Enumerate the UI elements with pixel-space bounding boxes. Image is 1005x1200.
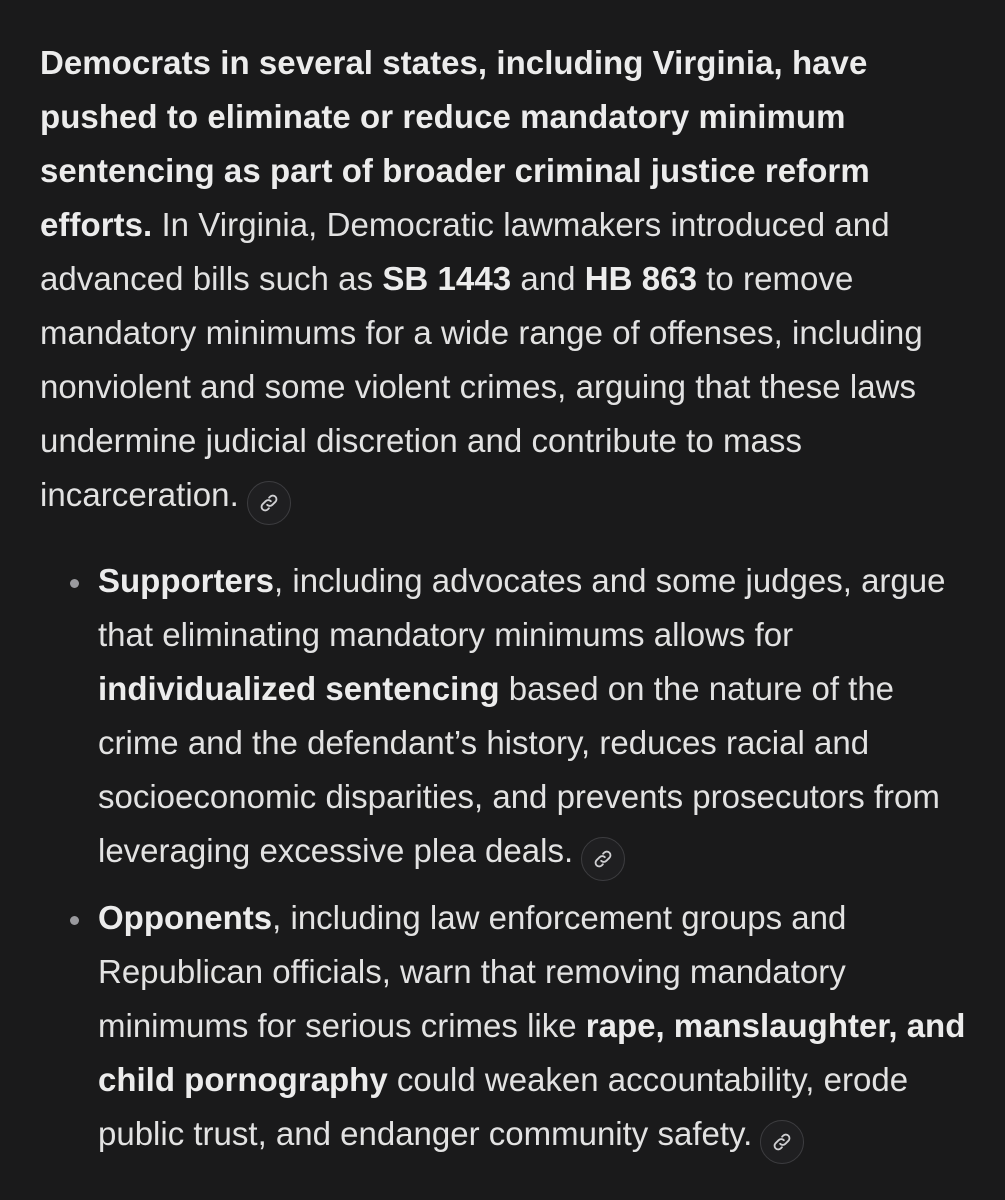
bullet-bold-lead: Opponents (98, 899, 273, 936)
link-icon (771, 1131, 793, 1153)
intro-text-2: and (511, 260, 585, 297)
bullet-dot (70, 579, 79, 588)
bill-sb-1443: SB 1443 (382, 260, 512, 297)
intro-text-3: to remove mandatory minimums for a wide range of offenses, including nonviolent and some violent crimes, arguing that these laws undermine judicial discretion and contribute to mass incarceration. (40, 260, 923, 513)
bullet-text (98, 891, 980, 1164)
intro-text-1: In Virginia, Democratic lawmakers introduced and advanced bills such as (40, 206, 890, 297)
bullet-text-1: , including advocates and some judges, argue that eliminating mandatory minimums allows for (98, 562, 946, 653)
bullet-bold-mid: individualized sentencing (98, 670, 500, 707)
answer-body (40, 36, 980, 1174)
citation-button[interactable] (247, 481, 291, 525)
link-icon (592, 848, 614, 870)
bullet-bold-lead: Supporters (98, 562, 275, 599)
bullet-text (98, 554, 980, 881)
bullet-text-2: could weaken accountability, erode public trust, and endanger community safety. (98, 1061, 909, 1152)
bullet-text-2: based on the nature of the crime and the defendant’s history, reduces racial and socioeconomic disparities, and prevents prosecutors from leveraging excessive plea deals. (98, 670, 940, 869)
list-item-supporters (40, 554, 980, 881)
citation-button[interactable] (581, 837, 625, 881)
bullet-list (40, 554, 980, 1164)
citation-button[interactable] (760, 1120, 804, 1164)
bill-hb-863: HB 863 (584, 260, 697, 297)
link-icon (258, 492, 280, 514)
list-item-opponents (40, 891, 980, 1164)
intro-bold-lead: Democrats in several states, including Virginia, have pushed to eliminate or reduce mandatory minimum sentencing as part of broader criminal justice reform efforts. (40, 44, 870, 243)
intro-paragraph (40, 36, 980, 525)
bullet-dot (70, 916, 79, 925)
bullet-text-1: , including law enforcement groups and Republican officials, warn that removing mandatory minimums for serious crimes like (98, 899, 847, 1044)
bullet-bold-mid: rape, manslaughter, and child pornography (98, 1007, 966, 1098)
